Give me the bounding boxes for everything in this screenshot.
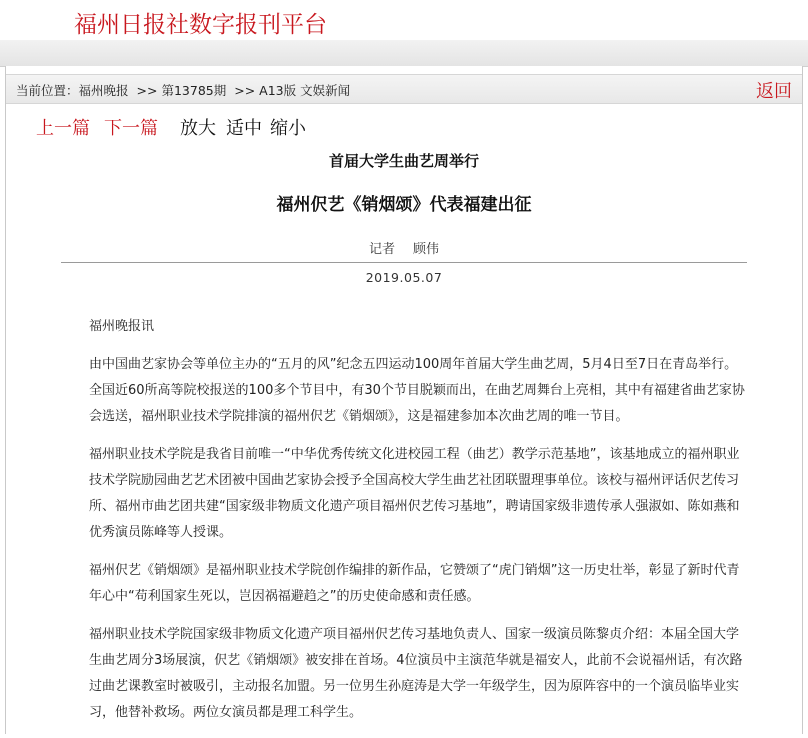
byline <box>6 238 802 257</box>
breadcrumb <box>16 81 350 99</box>
next-article-button[interactable]: 下一篇 <box>104 118 158 139</box>
prev-article-button[interactable]: 上一篇 <box>36 118 90 139</box>
breadcrumb-separator: >> <box>234 83 256 98</box>
breadcrumb-bar <box>6 74 802 104</box>
paragraph-text: 福州晚报讯 <box>89 319 155 334</box>
site-header <box>0 0 808 44</box>
article-paragraph <box>89 352 745 430</box>
article-paragraph <box>89 442 745 546</box>
article-title: 福州伬艺《销烟颂》代表福建出征 <box>276 195 532 215</box>
breadcrumb-separator: >> <box>136 83 158 98</box>
content-container <box>5 66 803 734</box>
article-body <box>89 314 745 738</box>
article-paragraph <box>89 622 745 726</box>
article-paragraph <box>89 558 745 610</box>
breadcrumb-prefix: 当前位置： <box>16 83 79 98</box>
zoom-in-button[interactable]: 放大 <box>180 118 216 139</box>
title-divider <box>61 262 747 263</box>
back-button[interactable]: 返回 <box>756 81 792 102</box>
breadcrumb-paper-link[interactable]: 福州晚报 <box>78 83 129 98</box>
article-subtitle: 首届大学生曲艺周举行 <box>328 152 479 170</box>
article-toolbar <box>6 110 802 140</box>
article-date: 2019.05.07 <box>365 270 443 285</box>
site-title[interactable]: 福州日报社数字报刊平台 <box>74 12 327 38</box>
byline-label: 记者 <box>368 242 395 257</box>
paragraph-text: 由中国曲艺家协会等单位主办的“五月的风”纪念五四运动100周年首届大学生曲艺周，5月4日至7日在青岛举行。全国近60所高等院校报送的100多个节目中，有30个节目脱颖而出，在曲艺周舞台上亮相，其中有福建省曲艺家协会选送，福州职业技术学院排演的福州伬艺《销烟颂》，这是福建参加本次曲艺周的唯一节目。 <box>89 357 745 424</box>
fit-button[interactable]: 适中 <box>226 118 262 139</box>
breadcrumb-issue-link[interactable]: 第13785期 <box>161 83 227 98</box>
header-band <box>0 40 808 67</box>
breadcrumb-page-link[interactable]: A13版 文娱新闻 <box>259 83 351 98</box>
article-paragraph <box>89 314 745 340</box>
paragraph-text: 福州职业技术学院国家级非物质文化遗产项目福州伬艺传习基地负责人、国家一级演员陈黎贞介绍：本届全国大学生曲艺周分3场展演，伬艺《销烟颂》被安排在首场。4位演员中主演范华就是福安人，此前不会说福州话，有次路过曲艺课教室时被吸引，主动报名加盟。另一位男生孙庭涛是大学一年级学生，因为原阵容中的一个演员临毕业实习，他替补救场。两位女演员都是理工科学生。 <box>89 627 743 720</box>
paragraph-text: 福州伬艺《销烟颂》是福州职业技术学院创作编排的新作品，它赞颂了“虎门销烟”这一历史壮举，彰显了新时代青年心中“苟利国家生死以，岂因祸福避趋之”的历史使命感和责任感。 <box>89 563 740 604</box>
byline-author: 顾伟 <box>413 242 440 257</box>
zoom-out-button[interactable]: 缩小 <box>270 118 306 139</box>
paragraph-text: 福州职业技术学院是我省目前唯一“中华优秀传统文化进校园工程（曲艺）教学示范基地”，该基地成立的福州职业技术学院励园曲艺艺术团被中国曲艺家协会授予全国高校大学生曲艺社团联盟理事单位。该校与福州评话伬艺传习所、福州市曲艺团共建“国家级非物质文化遗产项目福州伬艺传习基地”，聘请国家级非遗传承人强淑如、陈如燕和优秀演员陈峰等人授课。 <box>89 447 740 540</box>
